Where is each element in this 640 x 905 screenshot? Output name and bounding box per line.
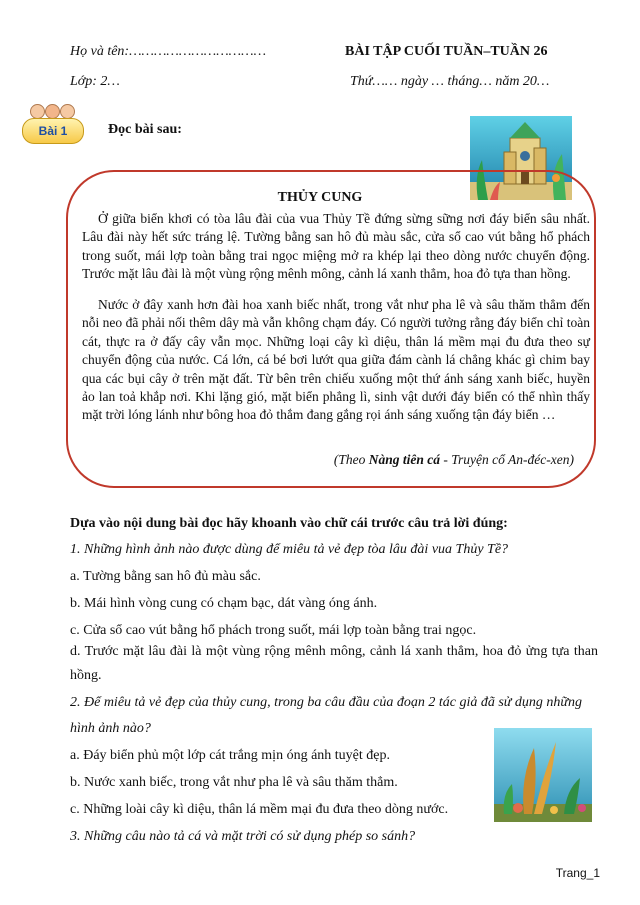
q1-option-a[interactable]: a. Tường bằng san hô đủ màu sắc. [70, 569, 261, 584]
source-suffix: - Truyện cổ An-đéc-xen) [440, 452, 574, 467]
passage-source [334, 452, 574, 468]
class-field: Lớp: 2… [70, 74, 120, 89]
question-3: 3. Những câu nào tả cá và mặt trời có sử dụng phép so sánh? [70, 829, 416, 844]
exercise-badge: Bài 1 [22, 118, 84, 144]
q1-option-b[interactable]: b. Mái hình vòng cung có chạm bạc, dát vàng óng ánh. [70, 596, 378, 611]
page-number: Trang_1 [555, 866, 600, 880]
date-line: Thứ…… ngày … tháng… năm 20… [350, 74, 550, 89]
coral-reef-image [494, 728, 592, 822]
exercise-instruction: Đọc bài sau: [108, 122, 182, 137]
source-prefix: (Theo [333, 452, 369, 467]
passage-paragraph-2 [82, 296, 590, 425]
source-title-end: cá [423, 452, 441, 467]
task-heading: Dựa vào nội dung bài đọc hãy khoanh vào chữ cái trước câu trả lời đúng: [70, 516, 508, 531]
paragraph-2-text: Nước ở đây xanh hơn đài hoa xanh biếc nhất, trong vắt như pha lê và sâu thăm thẳm đến nỗi neo đã phải nối thêm dây mà vẫn không chạm đáy. Có người tưởng rằng đáy biển chỉ toàn cát, thực ra ở đấy cây vẫn mọc. Những loại cây kì diệu, thân lá mềm mại đu đưa theo sự chuyển động của nước. Cá lớn, cá bé bơi lướt qua giữa đám cành lá chẳng khác gì chim bay qua các bụi cây ở trên mặt đất. Từ bên trên chiếu xuống một thứ ánh sáng xanh biếc, huyền ảo lan toả khắp nơi. Khi lặng gió, mặt biển phẳng lì, sinh vật dưới đáy biển có thể nhìn thấy mặt trời lóng lánh như bông hoa đỏ thắm đang gắng rọi ánh sáng xuống tận đáy biển … [82, 297, 590, 423]
passage-title: THỦY CUNG [277, 190, 363, 205]
source-title: Nàng tiên [368, 452, 424, 467]
q1-option-d[interactable]: d. Trước mặt lâu đài là một vùng rộng mênh mông, cảnh lá xanh thẳm, hoa đỏ ửng tựa than hồng. [70, 644, 598, 683]
passage-paragraph-1 [82, 210, 590, 284]
question-1: 1. Những hình ảnh nào được dùng để miêu tả vẻ đẹp tòa lâu đài vua Thủy Tề? [70, 542, 509, 557]
q2-option-b[interactable]: b. Nước xanh biếc, trong vắt như pha lê và sâu thăm thẳm. [70, 775, 398, 790]
worksheet-title: BÀI TẬP CUỐI TUẦN–TUẦN 26 [345, 44, 548, 59]
q1-option-c[interactable]: c. Cửa sổ cao vút bằng hổ phách trong suốt, mái lợp toàn bằng trai ngọc. [70, 623, 477, 638]
children-decoration [28, 100, 76, 120]
q2-option-c[interactable]: c. Những loài cây kì diệu, thân lá mềm mại đu đưa theo dòng nước. [70, 802, 449, 817]
question-2: 2. Để miêu tả vẻ đẹp của thủy cung, trong ba câu đầu của đoạn 2 tác giả đã sử dụng những hình ảnh nào? [70, 695, 583, 736]
q2-option-a[interactable]: a. Đáy biển phủ một lớp cát trắng mịn óng ánh tuyệt đẹp. [70, 748, 390, 763]
student-name-field: Họ và tên:…………………………… [70, 44, 267, 59]
paragraph-1-text: Ở giữa biển khơi có tòa lâu đài của vua Thủy Tề đứng sừng sững nơi đáy biển sâu nhất. Lâu đài này hết sức tráng lệ. Tường bằng san hô đủ màu sắc, cửa sổ cao vút bằng hổ phách trong suốt, mái lợp toàn bằng trai ngọc miệng mở ra khép lại theo dòng nước chuyển động. Trước mặt lâu đài là một vùng rộng mênh mông, cảnh lá xanh thẳm, hoa đỏ tựa than hồng. [82, 211, 590, 282]
